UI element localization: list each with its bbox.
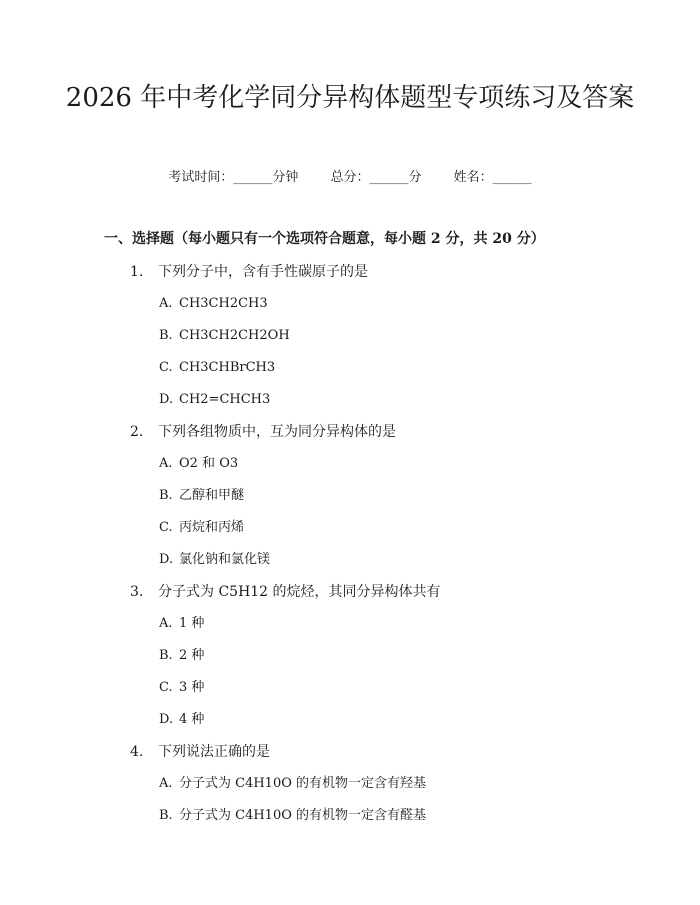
- question-4-option-a: [159, 774, 426, 794]
- question-number: 3.: [130, 584, 144, 600]
- option-letter: C.: [159, 520, 173, 535]
- option-text: 4 种: [179, 712, 205, 727]
- question-number: 4.: [130, 744, 144, 760]
- name-field: 姓名：______: [453, 170, 532, 185]
- option-letter: A.: [159, 616, 173, 631]
- question-1-stem: [130, 262, 368, 282]
- question-4-stem: [130, 742, 270, 762]
- option-letter: D.: [159, 552, 174, 567]
- option-text: 3 种: [179, 680, 205, 695]
- question-3-option-c: [159, 678, 204, 698]
- option-text: 分子式为 C4H10O 的有机物一定含有醛基: [179, 808, 427, 823]
- question-1-option-b: [159, 326, 290, 346]
- question-2-stem: [130, 422, 396, 442]
- question-number: 2.: [130, 424, 144, 440]
- question-4-option-b: [159, 806, 426, 826]
- section-heading-multiple-choice: 一、选择题（每小题只有一个选项符合题意，每小题 2 分，共 20 分）: [104, 231, 545, 247]
- question-text: 下列各组物质中，互为同分异构体的是: [158, 424, 396, 440]
- option-text: CH3CHBrCH3: [179, 360, 276, 375]
- option-text: CH2=CHCH3: [179, 392, 271, 407]
- option-letter: C.: [159, 680, 173, 695]
- question-1-option-c: [159, 358, 275, 378]
- option-text: 乙醇和甲醚: [179, 488, 245, 503]
- option-letter: B.: [159, 808, 173, 823]
- question-2-option-c: [159, 518, 244, 538]
- option-letter: A.: [159, 456, 173, 471]
- option-text: 分子式为 C4H10O 的有机物一定含有羟基: [179, 776, 427, 791]
- option-letter: B.: [159, 488, 173, 503]
- question-1-option-a: [159, 294, 268, 314]
- question-text: 下列分子中，含有手性碳原子的是: [158, 264, 368, 280]
- option-letter: D.: [159, 712, 174, 727]
- option-text: 2 种: [179, 648, 205, 663]
- question-text: 分子式为 C5H12 的烷烃，其同分异构体共有: [158, 584, 441, 600]
- question-3-option-a: [159, 614, 204, 634]
- question-3-option-b: [159, 646, 204, 666]
- question-3-stem: [130, 582, 441, 602]
- question-2-option-d: [159, 550, 270, 570]
- option-letter: B.: [159, 648, 173, 663]
- option-text: 1 种: [179, 616, 205, 631]
- option-letter: A.: [159, 296, 173, 311]
- option-letter: C.: [159, 360, 173, 375]
- question-number: 1.: [130, 264, 144, 280]
- option-letter: D.: [159, 392, 174, 407]
- question-1-option-d: [159, 390, 270, 410]
- option-letter: B.: [159, 328, 173, 343]
- exam-info-line: [0, 168, 700, 188]
- total-score-field: 总分：______分: [330, 170, 422, 185]
- option-text: CH3CH2CH2OH: [179, 328, 290, 343]
- question-3-option-d: [159, 710, 204, 730]
- option-text: CH3CH2CH3: [179, 296, 268, 311]
- option-text: 丙烷和丙烯: [179, 520, 245, 535]
- question-2-option-a: [159, 454, 238, 474]
- option-text: 氯化钠和氯化镁: [179, 552, 271, 567]
- question-2-option-b: [159, 486, 244, 506]
- exam-time-field: 考试时间：______分钟: [168, 170, 299, 185]
- question-text: 下列说法正确的是: [158, 744, 270, 760]
- document-title: 2026 年中考化学同分异构体题型专项练习及答案: [65, 83, 635, 113]
- option-text: O2 和 O3: [179, 456, 239, 471]
- option-letter: A.: [159, 776, 173, 791]
